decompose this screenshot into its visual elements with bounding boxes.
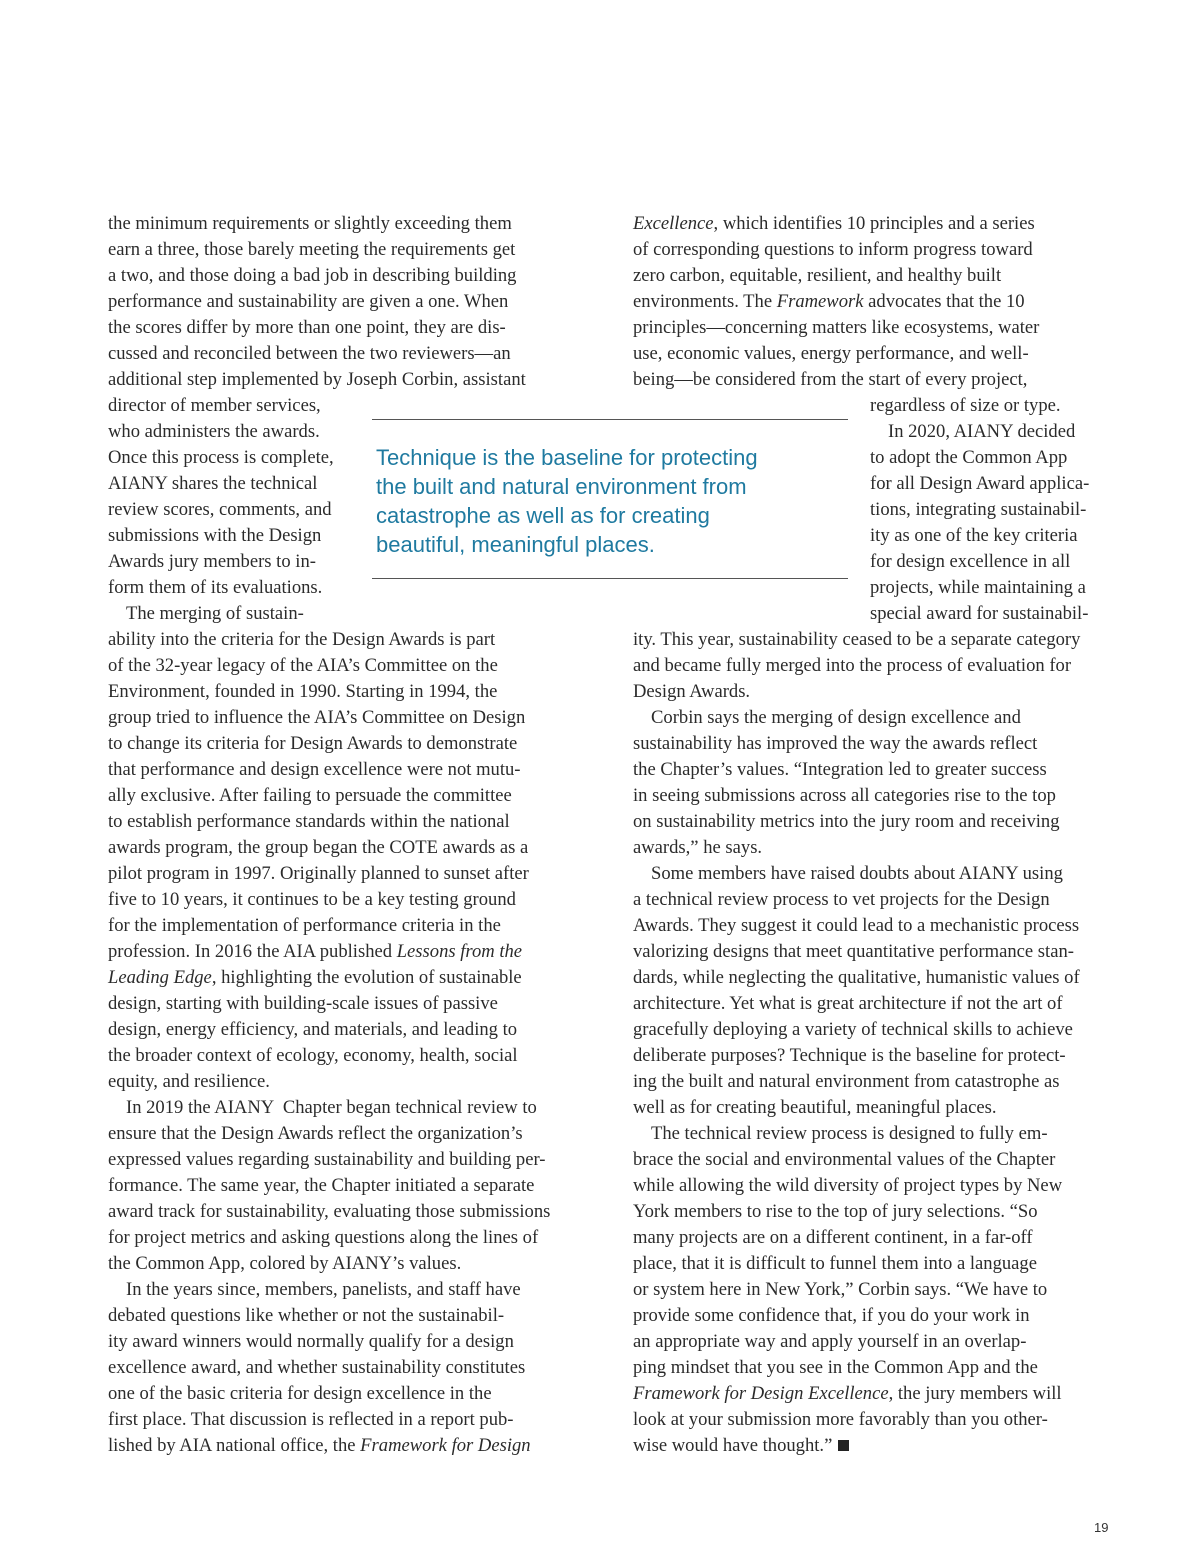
text-line — [108, 809, 510, 835]
text-span: sustainability has improved the way the awards reflect — [633, 733, 1038, 754]
text-span: ing the built and natural environment from catastrophe as — [633, 1071, 1060, 1092]
text-line — [108, 1355, 525, 1381]
text-line — [633, 913, 1079, 939]
text-span: Awards jury members to in- — [108, 551, 316, 572]
text-span: gracefully deploying a variety of technical skills to achieve — [633, 1019, 1073, 1040]
text-span: expressed values regarding sustainability and building per- — [108, 1149, 546, 1170]
text-line — [108, 1199, 550, 1225]
text-span: the Chapter’s values. “Integration led to greater success — [633, 759, 1047, 780]
text-line — [633, 939, 1074, 965]
text-span: award track for sustainability, evaluating those submissions — [108, 1201, 551, 1222]
text-span: five to 10 years, it continues to be a key testing ground — [108, 889, 516, 910]
text-line — [108, 627, 495, 653]
text-line — [108, 913, 501, 939]
text-span: place, that it is difficult to funnel them into a language — [633, 1253, 1037, 1274]
text-line — [108, 523, 321, 549]
text-line — [633, 211, 1035, 237]
text-span: Design Awards. — [633, 681, 751, 702]
text-span: the scores differ by more than one point, they are dis- — [108, 317, 506, 338]
italic-title: Lessons from the — [396, 941, 523, 962]
text-span: a technical review process to vet projects for the Design — [633, 889, 1050, 910]
text-span: design, energy efficiency, and materials, and leading to — [108, 1019, 518, 1040]
text-span: , which identifies 10 principles and a series — [713, 213, 1035, 234]
text-span: architecture. Yet what is great architecture if not the art of — [633, 993, 1063, 1014]
text-line — [126, 601, 304, 627]
text-line — [633, 1199, 1038, 1225]
text-span: deliberate purposes? Technique is the baseline for protect- — [633, 1045, 1066, 1066]
text-line — [633, 1355, 1038, 1381]
text-line — [633, 315, 1039, 341]
italic-title: Framework for Design — [360, 1435, 531, 1456]
text-span: York members to rise to the top of jury selections. “So — [633, 1201, 1038, 1222]
pull-quote-line: beautiful, meaningful places. — [376, 532, 655, 557]
text-line — [633, 1407, 1048, 1433]
text-span: or system here in New York,” Corbin says. “We have to — [633, 1279, 1048, 1300]
italic-title: Framework for Design Excellence — [633, 1383, 889, 1404]
text-line — [870, 393, 1061, 419]
text-line — [651, 861, 1063, 887]
text-span: In the years since, members, panelists, and staff have — [126, 1279, 521, 1300]
text-span: cussed and reconciled between the two reviewers—an — [108, 343, 511, 364]
text-line — [633, 1017, 1073, 1043]
text-span: Awards. They suggest it could lead to a mechanistic process — [633, 915, 1080, 936]
text-line — [108, 1147, 546, 1173]
text-span: ensure that the Design Awards reflect the organization’s — [108, 1123, 523, 1144]
text-span: ity as one of the key criteria — [870, 525, 1078, 546]
text-span: review scores, comments, and — [108, 499, 332, 520]
text-line — [108, 289, 508, 315]
text-line — [870, 549, 1070, 575]
pull-quote-line: the built and natural environment from — [376, 474, 747, 499]
text-line — [108, 1069, 270, 1095]
text-span: equity, and resilience. — [108, 1071, 270, 1092]
text-span: director of member services, — [108, 395, 321, 416]
text-line — [633, 1381, 1062, 1407]
text-line — [108, 393, 321, 419]
text-line — [633, 731, 1037, 757]
text-span: awards program, the group began the COTE awards as a — [108, 837, 529, 858]
text-span: an appropriate way and apply yourself in an overlap- — [633, 1331, 1027, 1352]
text-span: for project metrics and asking questions along the lines of — [108, 1227, 539, 1248]
text-line — [126, 1095, 537, 1121]
text-line — [633, 1095, 996, 1121]
pull-quote-line: catastrophe as well as for creating — [376, 503, 710, 528]
text-line — [108, 419, 320, 445]
text-line — [633, 1251, 1037, 1277]
text-line — [108, 1303, 504, 1329]
italic-title: Excellence — [633, 213, 714, 234]
text-span: in seeing submissions across all categories rise to the top — [633, 785, 1056, 806]
text-span: advocates that the 10 — [863, 291, 1025, 312]
text-span: and became fully merged into the process of evaluation for — [633, 655, 1072, 676]
text-span: for design excellence in all — [870, 551, 1071, 572]
text-line — [633, 965, 1080, 991]
text-line — [633, 627, 1080, 653]
text-span: the minimum requirements or slightly exceeding them — [108, 213, 512, 234]
text-line — [633, 1043, 1066, 1069]
italic-title: Framework — [776, 291, 864, 312]
text-span: the broader context of ecology, economy, health, social — [108, 1045, 518, 1066]
text-span: AIANY shares the technical — [108, 473, 318, 494]
text-line — [108, 757, 521, 783]
text-line — [633, 809, 1060, 835]
text-span: , the jury members will — [888, 1383, 1062, 1404]
text-line — [108, 1043, 518, 1069]
text-line — [651, 1121, 1048, 1147]
text-span: projects, while maintaining a — [870, 577, 1086, 598]
text-line — [633, 1329, 1026, 1355]
text-line — [108, 939, 522, 965]
text-line — [108, 315, 506, 341]
text-line — [633, 783, 1056, 809]
text-span: first place. That discussion is reflected in a report pub- — [108, 1409, 514, 1430]
text-span: ity award winners would normally qualify for a design — [108, 1331, 514, 1352]
text-line — [633, 1433, 849, 1459]
text-line — [108, 341, 511, 367]
text-line — [108, 237, 515, 263]
text-line — [633, 1225, 1033, 1251]
text-span: a two, and those doing a bad job in describing building — [108, 265, 517, 286]
text-span: use, economic values, energy performance, and well- — [633, 343, 1029, 364]
text-span: regardless of size or type. — [870, 395, 1061, 416]
text-span: debated questions like whether or not the sustainabil- — [108, 1305, 505, 1326]
text-span: formance. The same year, the Chapter initiated a separate — [108, 1175, 535, 1196]
text-span: zero carbon, equitable, resilient, and healthy built — [633, 265, 1002, 286]
text-line — [108, 653, 498, 679]
text-span: design, starting with building-scale issues of passive — [108, 993, 498, 1014]
text-span: for all Design Award applica- — [870, 473, 1090, 494]
page-number: 19 — [1094, 1520, 1109, 1535]
text-span: lished by AIA national office, the — [108, 1435, 361, 1456]
text-line — [108, 705, 525, 731]
text-span: to change its criteria for Design Awards to demonstrate — [108, 733, 518, 754]
text-line — [633, 289, 1025, 315]
text-span: to adopt the Common App — [870, 447, 1068, 468]
text-line — [633, 1277, 1047, 1303]
text-line — [633, 679, 750, 705]
text-span: for the implementation of performance criteria in the — [108, 915, 501, 936]
text-line — [108, 1225, 538, 1251]
text-line — [633, 367, 1027, 393]
text-line — [633, 1147, 1055, 1173]
text-line — [108, 1173, 534, 1199]
text-span: on sustainability metrics into the jury room and receiving — [633, 811, 1060, 832]
text-span: that performance and design excellence were not mutu- — [108, 759, 521, 780]
text-span: The merging of sustain- — [126, 603, 304, 624]
text-line — [870, 471, 1089, 497]
text-line — [870, 445, 1067, 471]
text-span: profession. In 2016 the AIA published — [108, 941, 397, 962]
text-line — [108, 497, 332, 523]
text-line — [651, 705, 1021, 731]
text-span: environments. The — [633, 291, 777, 312]
text-line — [108, 965, 522, 991]
text-span: pilot program in 1997. Originally planned to sunset after — [108, 863, 529, 884]
text-line — [108, 263, 516, 289]
text-line — [633, 263, 1001, 289]
text-line — [633, 237, 1033, 263]
text-span: Environment, founded in 1990. Starting in 1994, the — [108, 681, 498, 702]
text-line — [108, 1381, 492, 1407]
pull-quote-rule-bottom — [372, 578, 848, 579]
text-span: the Common App, colored by AIANY’s values. — [108, 1253, 462, 1274]
text-span: In 2020, AIANY decided — [888, 421, 1076, 442]
text-line — [108, 679, 497, 705]
text-line — [108, 1017, 517, 1043]
text-line — [108, 991, 498, 1017]
text-span: being—be considered from the start of every project, — [633, 369, 1028, 390]
text-span: of the 32-year legacy of the AIA’s Committee on the — [108, 655, 498, 676]
text-span: many projects are on a different continent, in a far-off — [633, 1227, 1033, 1248]
text-line — [633, 1303, 1030, 1329]
text-span: Some members have raised doubts about AIANY using — [651, 863, 1063, 884]
text-span: In 2019 the AIANY Chapter began technical review to — [126, 1097, 537, 1118]
text-line — [108, 549, 316, 575]
text-span: additional step implemented by Joseph Corbin, assistant — [108, 369, 526, 390]
pull-quote-line: Technique is the baseline for protecting — [376, 445, 758, 470]
text-span: group tried to influence the AIA’s Committee on Design — [108, 707, 526, 728]
text-span: valorizing designs that meet quantitative performance stan- — [633, 941, 1074, 962]
text-line — [108, 1329, 514, 1355]
text-line — [633, 835, 762, 861]
end-mark-icon — [838, 1440, 849, 1451]
italic-title: Leading Edge — [108, 967, 212, 988]
text-span: brace the social and environmental values of the Chapter — [633, 1149, 1056, 1170]
pull-quote-rule-top — [372, 419, 848, 420]
text-span: ability into the criteria for the Design Awards is part — [108, 629, 496, 650]
text-line — [633, 991, 1063, 1017]
text-line — [108, 471, 317, 497]
text-span: wise would have thought.” — [633, 1435, 833, 1456]
text-span: form them of its evaluations. — [108, 577, 323, 598]
text-span: look at your submission more favorably than you other- — [633, 1409, 1048, 1430]
text-line — [633, 1173, 1062, 1199]
text-line — [108, 731, 517, 757]
text-span: dards, while neglecting the qualitative, humanistic values of — [633, 967, 1080, 988]
text-span: provide some confidence that, if you do your work in — [633, 1305, 1030, 1326]
text-span: awards,” he says. — [633, 837, 763, 858]
text-line — [633, 1069, 1060, 1095]
text-span: earn a three, those barely meeting the requirements get — [108, 239, 516, 260]
text-line — [633, 757, 1047, 783]
text-line — [126, 1277, 521, 1303]
text-span: The technical review process is designed to fully em- — [651, 1123, 1048, 1144]
text-line — [870, 601, 1088, 627]
text-span: who administers the awards. — [108, 421, 320, 442]
text-span: , highlighting the evolution of sustainable — [211, 967, 522, 988]
text-line — [108, 445, 334, 471]
text-line — [108, 211, 512, 237]
text-span: Corbin says the merging of design excellence and — [651, 707, 1021, 728]
text-line — [108, 575, 322, 601]
text-line — [870, 575, 1086, 601]
text-line — [108, 835, 528, 861]
text-span: while allowing the wild diversity of project types by New — [633, 1175, 1063, 1196]
text-line — [108, 1251, 461, 1277]
text-line — [108, 1433, 531, 1459]
text-line — [108, 367, 526, 393]
text-line — [870, 497, 1086, 523]
text-line — [108, 887, 516, 913]
text-span: Once this process is complete, — [108, 447, 334, 468]
text-span: tions, integrating sustainabil- — [870, 499, 1087, 520]
text-line — [870, 523, 1078, 549]
text-span: ity. This year, sustainability ceased to be a separate category — [633, 629, 1081, 650]
text-line — [888, 419, 1075, 445]
pull-quote — [376, 443, 846, 559]
text-line — [108, 1121, 523, 1147]
text-line — [633, 887, 1050, 913]
text-span: of corresponding questions to inform progress toward — [633, 239, 1033, 260]
text-line — [633, 653, 1071, 679]
text-line — [108, 861, 529, 887]
text-span: special award for sustainabil- — [870, 603, 1089, 624]
text-span: excellence award, and whether sustainability constitutes — [108, 1357, 526, 1378]
text-span: well as for creating beautiful, meaningful places. — [633, 1097, 997, 1118]
text-span: one of the basic criteria for design excellence in the — [108, 1383, 492, 1404]
text-span: performance and sustainability are given a one. When — [108, 291, 509, 312]
text-span: ally exclusive. After failing to persuade the committee — [108, 785, 512, 806]
text-line — [633, 341, 1029, 367]
text-span: ping mindset that you see in the Common App and the — [633, 1357, 1038, 1378]
text-span: to establish performance standards within the national — [108, 811, 510, 832]
text-line — [108, 783, 512, 809]
text-line — [108, 1407, 514, 1433]
text-span: submissions with the Design — [108, 525, 322, 546]
text-span: principles—concerning matters like ecosystems, water — [633, 317, 1040, 338]
